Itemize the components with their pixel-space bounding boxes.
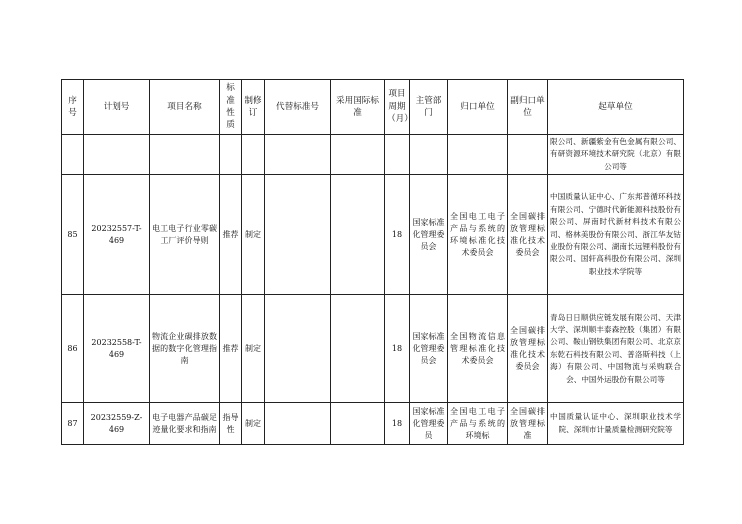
cell-std-nature [220, 135, 242, 175]
cell-authority [410, 135, 448, 175]
cell-unit [448, 135, 508, 175]
cell-deputy-unit [508, 135, 548, 175]
header-deputy-unit: 副归口单位 [508, 80, 548, 135]
cell-intl-std [331, 403, 385, 445]
cell-deputy-unit: 全国碳排放管理标准化技术委员会 [508, 175, 548, 295]
cell-revise [242, 135, 265, 175]
table-row [62, 295, 684, 403]
cell-std-nature: 推荐 [220, 175, 242, 295]
cell-deputy-unit: 全国碳排放管理标准化技术委员会 [508, 295, 548, 403]
header-std-nature: 标准性质 [220, 80, 242, 135]
cell-intl-std [331, 175, 385, 295]
cell-plan-no: 20232557-T-469 [84, 175, 150, 295]
header-replaced-std: 代替标准号 [265, 80, 331, 135]
cell-plan-no: 20232558-T-469 [84, 295, 150, 403]
table-row [62, 135, 684, 175]
cell-unit: 全国电工电子产品与系统的环境标准化技术委员会 [448, 175, 508, 295]
cell-plan-no [84, 135, 150, 175]
cell-authority: 国家标准化管理委员会 [410, 295, 448, 403]
cell-std-nature: 推荐 [220, 295, 242, 403]
cell-unit: 全国物流信息管理标准化技术委员会 [448, 295, 508, 403]
standards-plan-table [61, 79, 684, 445]
cell-project-name: 电工电子行业零碳工厂评价导则 [150, 175, 220, 295]
cell-project-name: 物流企业碳排放数据的数字化管理指南 [150, 295, 220, 403]
header-seq: 序号 [62, 80, 84, 135]
cell-replaced-std [265, 403, 331, 445]
cell-replaced-std [265, 135, 331, 175]
cell-drafters: 限公司、新疆紫金有色金属有限公司、有研资源环境技术研究院（北京）有限公司等 [548, 135, 684, 175]
header-intl-std: 采用国际标准 [331, 80, 385, 135]
header-plan-no: 计划号 [84, 80, 150, 135]
header-unit: 归口单位 [448, 80, 508, 135]
header-authority: 主管部门 [410, 80, 448, 135]
table-row [62, 175, 684, 295]
table-row [62, 403, 684, 445]
cell-replaced-std [265, 175, 331, 295]
cell-seq [62, 135, 84, 175]
cell-seq: 85 [62, 175, 84, 295]
cell-intl-std [331, 135, 385, 175]
cell-period [385, 135, 410, 175]
cell-deputy-unit: 全国碳排放管理标准 [508, 403, 548, 445]
cell-revise: 制定 [242, 175, 265, 295]
cell-period: 18 [385, 403, 410, 445]
header-period: 项目周期（月） [385, 80, 410, 135]
header-revise: 制修订 [242, 80, 265, 135]
cell-revise: 制定 [242, 295, 265, 403]
header-project-name: 项目名称 [150, 80, 220, 135]
cell-seq: 86 [62, 295, 84, 403]
cell-period: 18 [385, 295, 410, 403]
cell-project-name [150, 135, 220, 175]
cell-intl-std [331, 295, 385, 403]
cell-project-name: 电子电器产品碳足迹量化要求和指南 [150, 403, 220, 445]
cell-drafters: 中国质量认证中心、深圳职业技术学院、深圳市计量质量检测研究院等 [548, 403, 684, 445]
cell-revise: 制定 [242, 403, 265, 445]
cell-drafters: 中国质量认证中心、广东邦普循环科技有限公司、宁德时代新能源科技股份有限公司、屏南时代新材料技术有限公司、格林美股份有限公司、浙江华友钴业股份有限公司、湖南长远锂科股份有限公司、国轩高科股份有限公司、深圳职业技术学院等 [548, 175, 684, 295]
cell-std-nature: 指导性 [220, 403, 242, 445]
cell-unit: 全国电工电子产品与系统的环境标 [448, 403, 508, 445]
cell-drafters: 青岛日日顺供应链发展有限公司、天津大学、深圳顺丰泰森控股（集团）有限公司、鞍山钢铁集团有限公司、北京京东乾石科技有限公司、普洛斯科技（上海）有限公司、中国物流与采购联合会、中国外运股份有限公司等 [548, 295, 684, 403]
cell-seq: 87 [62, 403, 84, 445]
header-drafters: 起草单位 [548, 80, 684, 135]
cell-replaced-std [265, 295, 331, 403]
header-row [62, 80, 684, 135]
cell-period: 18 [385, 175, 410, 295]
cell-plan-no: 20232559-Z-469 [84, 403, 150, 445]
cell-authority: 国家标准化管理委员 [410, 403, 448, 445]
cell-authority: 国家标准化管理委员会 [410, 175, 448, 295]
